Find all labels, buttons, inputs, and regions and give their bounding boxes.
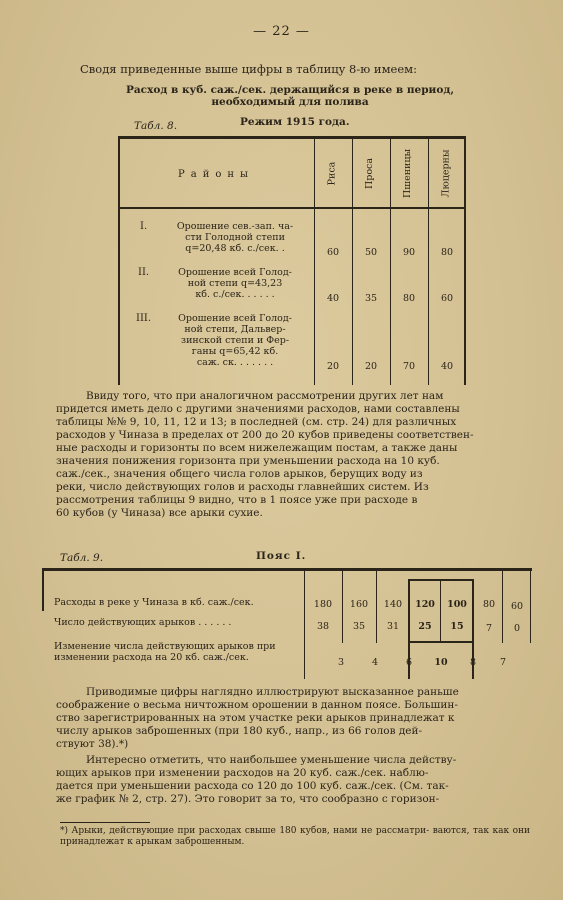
cell: 80 [440,247,454,258]
cell: 90 [402,247,416,258]
col-header-wheat: Пшеницы [402,148,414,198]
cell: 38 [316,621,330,632]
cell: 80 [482,599,496,610]
col-header-millet: Проса [364,157,376,189]
row-label: Число действующих арыков . . . . . . [54,617,232,628]
cell: 40 [326,293,340,304]
cell: 10 [434,657,448,668]
cell: 40 [440,361,454,372]
table-9 [42,568,532,679]
paragraph-2: Приводимые цифры наглядно иллюстрируют высказанное раньше соображение о весьма ничтожном орошении в данном поясе. Большин- ство зарегистрированных на этом участке реки арыков принадлежат к числу арыков заброшенных (при 180 куб., напр., из 66 голов дей- ствуют 38).*) [56,686,459,750]
row-number: III. [136,313,152,324]
paragraph-3: Интересно отметить, что наибольшее уменьшение числа действу- ющих арыков при изменении расходов на 20 куб. саж./сек. наблю- дается при уменьшении расхода со 120 до 100 куб. саж./сек. (См. так- же график № 2, стр. 27). Это говорит за то, что сообразно с горизон- [56,754,457,805]
row-number: I. [140,221,148,232]
cell: 7 [485,623,493,634]
table9-zone: Пояс I. [256,550,307,562]
cell: 3 [337,657,345,668]
cell: 7 [499,657,507,668]
table9-label: Табл. 9. [60,552,104,564]
table-8 [118,136,466,385]
col-header-alfalfa: Люцерны [440,149,452,197]
row-number: II. [138,267,150,278]
cell: 25 [418,621,432,632]
cell: 80 [402,293,416,304]
cell: 35 [364,293,378,304]
page-number: — 22 — [253,24,310,39]
regions-header: Районы [178,169,254,180]
cell: 60 [510,601,524,612]
row-label: Орошение всей Голод- ной степи, Дальвер- зинской степи и Фер- ганы q=65,42 кб. саж. ск. . . . . . . [178,313,292,368]
cell: 6 [405,657,413,668]
row-label: Расходы в реке у Чиназа в кб. саж./сек. [54,597,254,608]
cell: 160 [349,599,369,610]
cell: 4 [371,657,379,668]
cell: 20 [364,361,378,372]
table-caption: Расход в куб. саж./сек. держащийся в реке в период, необходимый для полива [125,84,454,108]
paragraph-1: Ввиду того, что при аналогичном рассмотрении других лет нам придется иметь дело с другими значениями расходов, нами составлены таблицы №№ 9, 10, 11, 12 и 13; в последней (см. стр. 24) для различных расходов у Чиназа в пределах от 200 до 20 кубов приведены соответствен- ные расходы и горизонты по всем нижележащим постам, а также даны значения понижения горизонта при уменьшении расхода на 10 куб. саж./сек., значения общего числа голов арыков, берущих воду из реки, число действующих голов и расходы главнейших систем. Из рассмотрения таблицы 9 видно, что в 1 поясе уже при расходе в 60 кубов (у Чиназа) все арыки сухие. [56,390,474,519]
intro-line: Сводя приведенные выше цифры в таблицу 8-ю имеем: [80,62,417,76]
cell: 100 [447,599,467,610]
row-label: Орошение сев.-зап. ча- сти Голодной степи q=20,48 кб. с./сек. . [176,221,294,254]
cell: 180 [313,599,333,610]
cell: 35 [352,621,366,632]
footnote-rule [60,822,150,823]
cell: 120 [415,599,435,610]
cell: 60 [440,293,454,304]
footnote: *) Арыки, действующие при расходах свыше 180 кубов, нами не рассматри- ваются, так как они принадлежат к арыкам заброшенным. [60,826,530,847]
cell: 8 [469,657,477,668]
row-label: Изменение числа действующих арыков при изменении расхода на 20 кб. саж./сек. [54,641,276,663]
cell: 70 [402,361,416,372]
cell: 140 [383,599,403,610]
cell: 60 [326,247,340,258]
cell: 20 [326,361,340,372]
cell: 31 [386,621,400,632]
cell: 50 [364,247,378,258]
cell: 15 [450,621,464,632]
row-label: Орошение всей Голод- ной степи q=43,23 кб. с./сек. . . . . . [178,267,292,300]
table8-regime: Режим 1915 года. [240,116,350,128]
cell: 0 [513,623,521,634]
col-header-rice: Риса [326,161,338,185]
table8-label: Табл. 8. [134,120,178,132]
